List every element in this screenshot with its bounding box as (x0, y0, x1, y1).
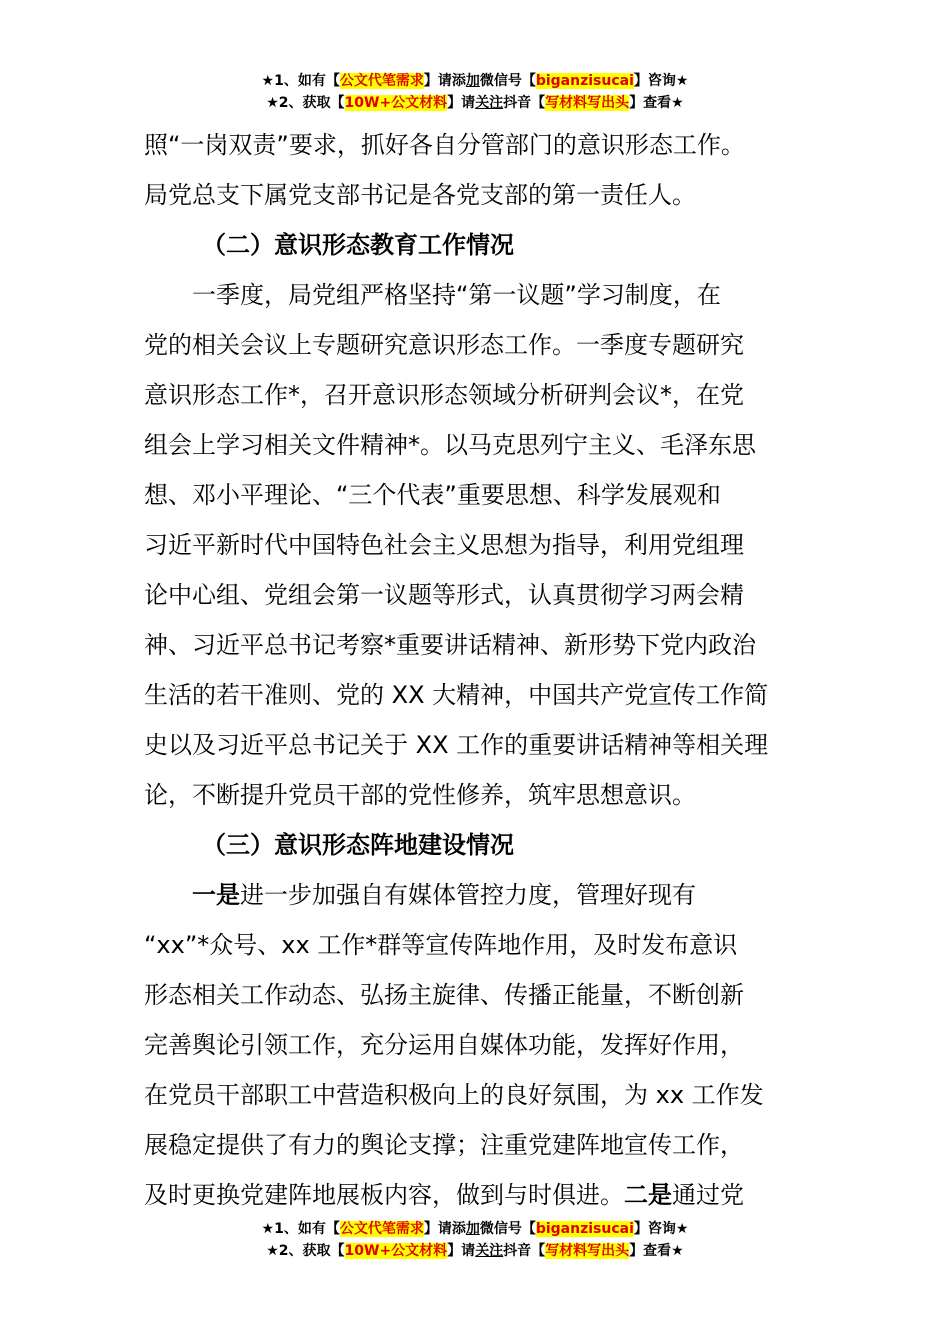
notice-text: ★1、如有【 (261, 1221, 340, 1237)
header-notice-banner (0, 70, 950, 114)
body-line: 史以及习近平总书记关于 XX 工作的重要讲话精神等相关理 (144, 731, 769, 759)
section-heading-2: （二）意识形态教育工作情况 (202, 231, 514, 259)
notice-text: 微信号【 (479, 1221, 536, 1237)
body-line: 照“一岗双责”要求，抓好各自分管部门的意识形态工作。 (144, 131, 745, 159)
highlight-wechat-id: biganzisucai (535, 73, 634, 89)
highlight-writing-service: 公文代笔需求 (339, 1221, 424, 1237)
body-text-run: 及时更换党建阵地展板内容，做到与时俱进。 (144, 1181, 624, 1209)
body-line: 党的相关会议上专题研究意识形态工作。一季度专题研究 (144, 331, 744, 359)
notice-text: ★1、如有【 (261, 73, 340, 89)
body-line: 意识形态工作*，召开意识形态领域分析研判会议*，在党 (144, 381, 744, 409)
body-line: 论，不断提升党员干部的党性修养，筑牢思想意识。 (144, 781, 696, 809)
notice-text: 】查看★ (629, 95, 684, 111)
notice-text: 】请添 (423, 73, 466, 89)
body-line: 组会上学习相关文件精神*。以马克思列宁主义、毛泽东思 (144, 431, 756, 459)
document-body (144, 120, 812, 1220)
body-line: 一季度，局党组严格坚持“第一议题”学习制度，在 (192, 281, 721, 309)
body-line: “xx”*众号、xx 工作*群等宣传阵地作用，及时发布意识 (144, 931, 738, 959)
notice-text: 】请添 (423, 1221, 466, 1237)
body-line: 想、邓小平理论、“三个代表”重要思想、科学发展观和 (144, 481, 721, 509)
body-line: 形态相关工作动态、弘扬主旋律、传播正能量，不断创新 (144, 981, 744, 1009)
enumeration-second: 二是 (624, 1181, 672, 1209)
body-line: 神、习近平总书记考察*重要讲话精神、新形势下党内政治 (144, 631, 756, 659)
notice-line-1 (0, 1218, 950, 1240)
body-line: 论中心组、党组会第一议题等形式，认真贯彻学习两会精 (144, 581, 744, 609)
notice-underlined-text: 关注 (475, 1243, 504, 1259)
notice-text: 】查看★ (629, 1243, 684, 1259)
notice-line-2 (0, 92, 950, 114)
body-line (144, 870, 812, 920)
highlight-materials: 10W+公文材料 (344, 1243, 448, 1259)
notice-line-1 (0, 70, 950, 92)
body-line (144, 1170, 812, 1220)
highlight-douyin-account: 写材料写出头 (545, 95, 630, 111)
highlight-wechat-id: biganzisucai (535, 1221, 634, 1237)
notice-text: 抖音【 (503, 95, 546, 111)
highlight-douyin-account: 写材料写出头 (545, 1243, 630, 1259)
enumeration-first: 一是 (192, 881, 240, 909)
highlight-writing-service: 公文代笔需求 (339, 73, 424, 89)
section-heading-3: （三）意识形态阵地建设情况 (202, 831, 514, 859)
highlight-materials: 10W+公文材料 (344, 95, 448, 111)
body-text-run: 通过党 (672, 1181, 744, 1209)
body-line: 局党总支下属党支部书记是各党支部的第一责任人。 (144, 181, 696, 209)
notice-text: 抖音【 (503, 1243, 546, 1259)
notice-text: ★2、获取【 (266, 1243, 345, 1259)
notice-underlined-text: 关注 (475, 95, 504, 111)
notice-text: 】请 (447, 95, 476, 111)
notice-text: ★2、获取【 (266, 95, 345, 111)
notice-text: 】咨询★ (633, 1221, 689, 1237)
notice-underlined-text: 加 (465, 1221, 480, 1237)
body-text-run: 进一步加强自有媒体管控力度，管理好现有 (240, 881, 696, 909)
footer-notice-banner (0, 1218, 950, 1262)
notice-line-2 (0, 1240, 950, 1262)
notice-text: 】咨询★ (633, 73, 689, 89)
body-line: 生活的若干准则、党的 XX 大精神，中国共产党宣传工作简 (144, 681, 769, 709)
body-line: 完善舆论引领工作，充分运用自媒体功能，发挥好作用， (144, 1031, 744, 1059)
body-line: 展稳定提供了有力的舆论支撑；注重党建阵地宣传工作， (144, 1131, 744, 1159)
body-line: 在党员干部职工中营造积极向上的良好氛围，为 xx 工作发 (144, 1081, 764, 1109)
body-line: 习近平新时代中国特色社会主义思想为指导，利用党组理 (144, 531, 744, 559)
notice-text: 】请 (447, 1243, 476, 1259)
notice-underlined-text: 加 (465, 73, 480, 89)
notice-text: 微信号【 (479, 73, 536, 89)
